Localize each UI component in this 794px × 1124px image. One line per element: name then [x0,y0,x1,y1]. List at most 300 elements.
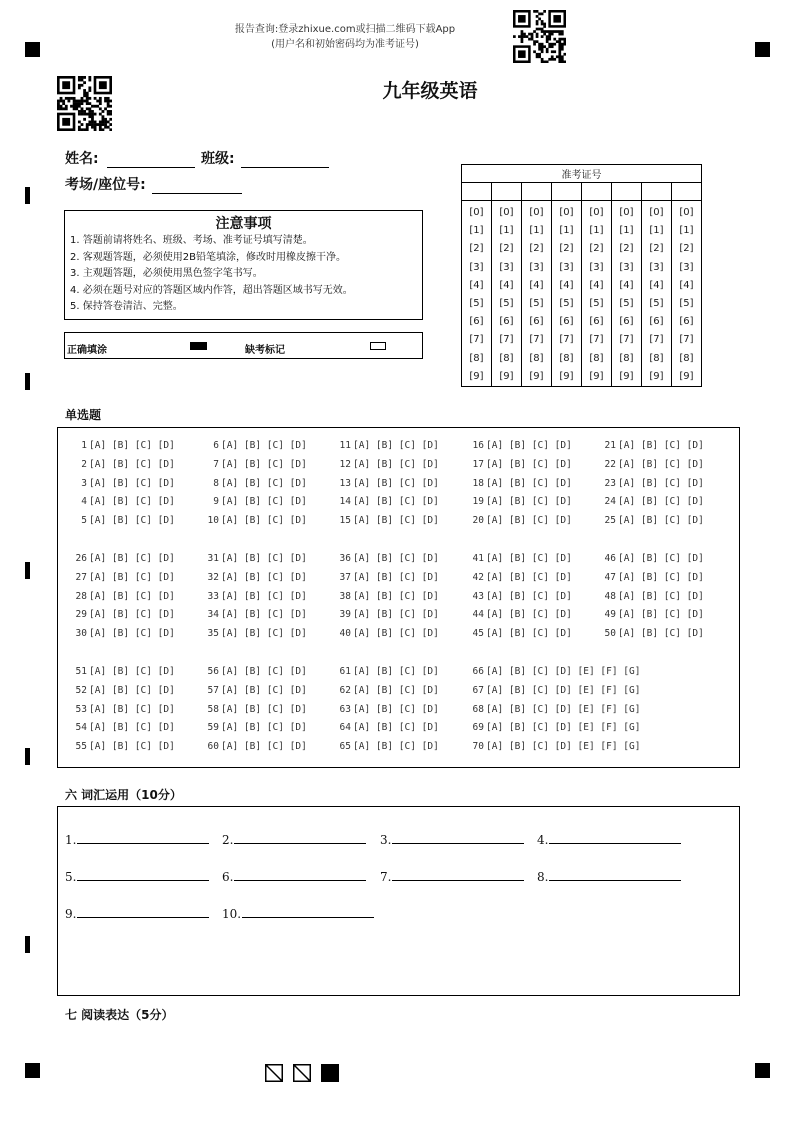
class-line[interactable] [241,153,329,168]
answer-bubbles[interactable]: [A] [B] [C] [D] [89,458,175,470]
name-line[interactable] [107,153,195,168]
admission-bubble[interactable]: [8] [499,352,514,364]
question-number: 9 [213,496,219,508]
admission-bubble[interactable]: [7] [469,334,484,346]
admission-digit-cell[interactable] [612,183,642,201]
admission-bubble[interactable]: [3] [679,261,694,273]
mcq-question [469,628,572,639]
admission-bubble[interactable]: [6] [649,316,664,328]
question-number: 42 [472,571,484,583]
admission-bubble[interactable]: [1] [619,225,634,237]
mcq-question [601,459,704,470]
answer-bubbles[interactable]: [A] [B] [C] [D] [486,458,572,470]
question-number: 67 [472,684,484,696]
mcq-question [336,628,439,639]
answer-bubbles[interactable]: [A] [B] [C] [D] [89,590,175,602]
answer-bubbles[interactable]: [A] [B] [C] [D] [353,609,439,621]
admission-bubble[interactable]: [1] [529,225,544,237]
answer-bubbles[interactable]: [A] [B] [C] [D] [353,590,439,602]
mcq-question [72,685,175,696]
mcq-question [336,685,439,696]
mcq-question [204,459,307,470]
class-field[interactable] [201,148,329,168]
admission-digit-cell[interactable] [462,183,492,201]
admission-digit-cell[interactable] [492,183,522,201]
notice-item: 5. 保持答卷清洁、完整。 [70,301,183,312]
answer-bubbles[interactable]: [A] [B] [C] [D] [486,496,572,508]
answer-bubbles[interactable]: [A] [B] [C] [D] [353,684,439,696]
answer-bubbles[interactable]: [A] [B] [C] [D] [89,666,175,677]
mcq-question [469,609,572,620]
qr-code-left [57,76,112,131]
admission-bubble[interactable]: [5] [679,298,694,310]
answer-bubbles[interactable]: [A] [B] [C] [D] [221,666,307,677]
mcq-question [601,515,704,526]
admission-bubble[interactable]: [8] [559,352,574,364]
answer-line[interactable] [549,868,681,881]
admission-bubble[interactable]: [1] [589,225,604,237]
timing-mark [25,936,30,953]
mcq-question [336,666,439,677]
mcq-question [469,685,640,696]
vocab-blank[interactable] [65,905,209,921]
mcq-question [72,722,175,733]
admission-bubble[interactable]: [6] [679,316,694,328]
mcq-question [601,478,704,489]
answer-bubbles[interactable]: [A] [B] [C] [D] [618,440,704,451]
question-number: 22 [604,458,616,470]
admission-bubble[interactable]: [3] [559,261,574,273]
question-number: 47 [604,571,616,583]
question-number: 35 [207,628,219,640]
answer-bubbles[interactable]: [A] [B] [C] [D] [221,741,307,753]
admission-digit-cell[interactable] [582,183,612,201]
question-number: 20 [472,515,484,527]
admission-bubble[interactable]: [0] [529,207,544,218]
admission-bubble[interactable]: [3] [649,261,664,273]
admission-bubble[interactable]: [3] [589,261,604,273]
vocab-blank[interactable] [537,868,681,884]
answer-bubbles[interactable]: [A] [B] [C] [D] [353,703,439,715]
blank-number: 10. [222,907,242,921]
admission-bubble[interactable]: [7] [619,334,634,346]
admission-bubble[interactable]: [6] [529,316,544,328]
mcq-question [469,553,572,564]
question-number: 39 [339,609,351,621]
answer-bubbles[interactable]: [A] [B] [C] [D] [486,609,572,621]
answer-bubbles[interactable]: [A] [B] [C] [D] [E] [F] [G] [486,722,641,734]
answer-bubbles[interactable]: [A] [B] [C] [D] [89,684,175,696]
admission-number-grid [461,164,702,387]
mcq-question [601,496,704,507]
answer-bubbles[interactable]: [A] [B] [C] [D] [221,458,307,470]
mcq-question [336,741,439,752]
admission-bubble[interactable]: [2] [649,243,664,255]
question-number: 27 [75,571,87,583]
mcq-question [336,459,439,470]
qr-code-top [513,10,566,63]
answer-bubbles[interactable]: [A] [B] [C] [D] [221,722,307,734]
timing-mark [25,373,30,390]
mcq-question [601,572,704,583]
admission-bubble[interactable]: [5] [559,298,574,310]
answer-bubbles[interactable]: [A] [B] [C] [D] [618,553,704,564]
question-number: 55 [75,741,87,753]
answer-bubbles[interactable]: [A] [B] [C] [D] [221,440,307,451]
answer-bubbles[interactable]: [A] [B] [C] [D] [E] [F] [G] [486,684,641,696]
admission-bubble[interactable]: [7] [679,334,694,346]
admission-bubble[interactable]: [2] [529,243,544,255]
answer-bubbles[interactable]: [A] [B] [C] [D] [618,458,704,470]
admission-digit-cell[interactable] [522,183,552,201]
vocab-blank[interactable] [65,868,209,884]
admission-bubble[interactable]: [1] [649,225,664,237]
vocab-blank[interactable] [380,868,524,884]
absent-mark-label: 缺考标记 [245,345,285,356]
answer-bubbles[interactable]: [A] [B] [C] [D] [486,590,572,602]
correct-fill-sample [190,342,207,350]
answer-line[interactable] [242,905,374,918]
question-number: 57 [207,684,219,696]
mcq-question [72,515,175,526]
answer-bubbles[interactable]: [A] [B] [C] [D] [89,553,175,564]
answer-line[interactable] [77,831,209,844]
blank-number: 3. [380,833,392,847]
corner-mark-bottom-left [25,1063,40,1078]
answer-bubbles[interactable]: [A] [B] [C] [D] [486,553,572,564]
question-number: 30 [75,628,87,640]
answer-bubbles[interactable]: [A] [B] [C] [D] [89,609,175,621]
vocab-blank[interactable] [65,831,209,847]
corner-mark-top-right [755,42,770,57]
answer-bubbles[interactable]: [A] [B] [C] [D] [221,628,307,640]
answer-bubbles[interactable]: [A] [B] [C] [D] [353,722,439,734]
question-number: 70 [472,741,484,753]
mcq-question [336,572,439,583]
admission-bubble[interactable]: [3] [499,261,514,273]
admission-bubble[interactable]: [9] [529,370,544,382]
answer-bubbles[interactable]: [A] [B] [C] [D] [221,571,307,583]
question-number: 12 [339,458,351,470]
admission-digit-column [642,201,672,387]
vocab-blank[interactable] [222,868,366,884]
admission-digit-column [672,201,702,387]
mcq-question [469,741,640,752]
answer-bubbles[interactable]: [A] [B] [C] [D] [486,477,572,489]
admission-bubble[interactable]: [1] [499,225,514,237]
admission-title: 准考证号 [462,165,702,183]
answer-bubbles[interactable]: [A] [B] [C] [D] [353,553,439,564]
answer-bubbles[interactable]: [A] [B] [C] [D] [221,703,307,715]
timing-mark [25,562,30,579]
blank-number: 8. [537,870,549,884]
admission-bubble[interactable]: [8] [649,352,664,364]
answer-bubbles[interactable]: [A] [B] [C] [D] [618,571,704,583]
answer-bubbles[interactable]: [A] [B] [C] [D] [E] [F] [G] [486,666,641,677]
admission-bubble[interactable]: [9] [559,370,574,382]
admission-bubble[interactable]: [9] [499,370,514,382]
mcq-question [72,591,175,602]
answer-bubbles[interactable]: [A] [B] [C] [D] [618,628,704,640]
mcq-question [336,553,439,564]
question-number: 60 [207,741,219,753]
room-seat-field[interactable] [65,174,242,194]
admission-bubble[interactable]: [0] [469,207,484,218]
timing-mark [25,187,30,204]
admission-digit-column [612,201,642,387]
vocab-blank[interactable] [537,831,681,847]
admission-bubble[interactable]: [4] [529,279,544,291]
mcq-question [469,704,640,715]
mcq-question [336,609,439,620]
admission-bubble[interactable]: [3] [619,261,634,273]
answer-bubbles[interactable]: [A] [B] [C] [D] [353,477,439,489]
name-field[interactable] [65,148,195,168]
mcq-question [72,704,175,715]
admission-digit-column [492,201,522,387]
mcq-question [469,496,572,507]
admission-bubble[interactable]: [2] [499,243,514,255]
answer-bubbles[interactable]: [A] [B] [C] [D] [E] [F] [G] [486,741,641,753]
question-number: 21 [604,440,616,451]
mcq-question [204,628,307,639]
admission-bubble[interactable]: [6] [619,316,634,328]
vocab-blank[interactable] [380,831,524,847]
question-number: 41 [472,553,484,564]
admission-bubble[interactable]: [7] [529,334,544,346]
admission-bubble[interactable]: [4] [649,279,664,291]
admission-bubble[interactable]: [8] [589,352,604,364]
answer-line[interactable] [549,831,681,844]
admission-bubble[interactable]: [9] [679,370,694,382]
question-number: 19 [472,496,484,508]
answer-bubbles[interactable]: [A] [B] [C] [D] [89,440,175,451]
answer-bubbles[interactable]: [A] [B] [C] [D] [353,628,439,640]
admission-bubble[interactable]: [1] [559,225,574,237]
question-number: 11 [339,440,351,451]
admission-bubble[interactable]: [9] [619,370,634,382]
question-number: 28 [75,590,87,602]
mcq-question [601,553,704,564]
admission-bubble[interactable]: [2] [589,243,604,255]
answer-bubbles[interactable]: [A] [B] [C] [D] [89,496,175,508]
admission-bubble[interactable]: [4] [619,279,634,291]
admission-bubble[interactable]: [0] [679,207,694,218]
question-number: 14 [339,496,351,508]
admission-bubble[interactable]: [4] [559,279,574,291]
answer-line[interactable] [77,868,209,881]
absent-mark-box[interactable] [370,342,386,350]
mcq-question [469,478,572,489]
answer-line[interactable] [234,831,366,844]
vocab-blank[interactable] [222,905,374,921]
mcq-question [601,609,704,620]
question-number: 1 [81,440,87,451]
mcq-question [336,591,439,602]
answer-bubbles[interactable]: [A] [B] [C] [D] [221,609,307,621]
answer-line[interactable] [392,868,524,881]
mcq-question [72,609,175,620]
mcq-question [204,704,307,715]
admission-bubble[interactable]: [7] [589,334,604,346]
answer-bubbles[interactable]: [A] [B] [C] [D] [618,609,704,621]
answer-bubbles[interactable]: [A] [B] [C] [D] [486,440,572,451]
answer-bubbles[interactable]: [A] [B] [C] [D] [89,703,175,715]
mcq-question [336,704,439,715]
answer-bubbles[interactable]: [A] [B] [C] [D] [486,515,572,527]
admission-bubble[interactable]: [7] [559,334,574,346]
answer-bubbles[interactable]: [A] [B] [C] [D] [618,590,704,602]
mcq-section-title: 单选题 [65,408,102,422]
answer-bubbles[interactable]: [A] [B] [C] [D] [618,496,704,508]
question-number: 32 [207,571,219,583]
admission-digit-column [552,201,582,387]
admission-bubble[interactable]: [8] [469,352,484,364]
answer-bubbles[interactable]: [A] [B] [C] [D] [221,553,307,564]
mcq-question [601,591,704,602]
question-number: 63 [339,703,351,715]
question-number: 23 [604,477,616,489]
question-number: 66 [472,666,484,677]
page-code-square [293,1064,311,1082]
admission-bubble[interactable]: [5] [499,298,514,310]
question-number: 31 [207,553,219,564]
admission-bubble[interactable]: [2] [469,243,484,255]
question-number: 13 [339,477,351,489]
admission-bubble[interactable]: [5] [469,298,484,310]
answer-bubbles[interactable]: [A] [B] [C] [D] [353,571,439,583]
admission-bubble[interactable]: [6] [499,316,514,328]
notice-box [64,210,423,320]
answer-bubbles[interactable]: [A] [B] [C] [D] [618,515,704,527]
question-number: 54 [75,722,87,734]
answer-bubbles[interactable]: [A] [B] [C] [D] [221,477,307,489]
mcq-question [469,459,572,470]
admission-bubble[interactable]: [3] [469,261,484,273]
admission-bubble[interactable]: [2] [679,243,694,255]
name-label: 姓名: [65,151,99,167]
answer-bubbles[interactable]: [A] [B] [C] [D] [353,666,439,677]
admission-bubble[interactable]: [4] [679,279,694,291]
mcq-question [72,572,175,583]
admission-bubble[interactable]: [2] [559,243,574,255]
admission-bubble[interactable]: [0] [499,207,514,218]
answer-bubbles[interactable]: [A] [B] [C] [D] [89,628,175,640]
answer-bubbles[interactable]: [A] [B] [C] [D] [E] [F] [G] [486,703,641,715]
answer-bubbles[interactable]: [A] [B] [C] [D] [486,628,572,640]
question-number: 45 [472,628,484,640]
question-number: 48 [604,590,616,602]
report-query-text: 报告查询:登录zhixue.com或扫描二维码下载App [234,24,456,35]
answer-bubbles[interactable]: [A] [B] [C] [D] [89,741,175,753]
admission-bubble[interactable]: [5] [589,298,604,310]
admission-digit-cell[interactable] [642,183,672,201]
mcq-question [72,628,175,639]
answer-bubbles[interactable]: [A] [B] [C] [D] [89,515,175,527]
admission-bubble[interactable]: [9] [649,370,664,382]
admission-bubble[interactable]: [3] [529,261,544,273]
mcq-question [204,572,307,583]
room-seat-line[interactable] [152,179,242,194]
question-number: 34 [207,609,219,621]
answer-bubbles[interactable]: [A] [B] [C] [D] [221,684,307,696]
admission-bubble[interactable]: [0] [619,207,634,218]
admission-bubble[interactable]: [8] [679,352,694,364]
admission-bubble[interactable]: [6] [469,316,484,328]
admission-digit-column [462,201,492,387]
answer-bubbles[interactable]: [A] [B] [C] [D] [89,722,175,734]
question-number: 29 [75,609,87,621]
mcq-question [204,609,307,620]
answer-bubbles[interactable]: [A] [B] [C] [D] [486,571,572,583]
admission-bubble[interactable]: [0] [559,207,574,218]
answer-bubbles[interactable]: [A] [B] [C] [D] [221,496,307,508]
answer-bubbles[interactable]: [A] [B] [C] [D] [353,515,439,527]
admission-bubble[interactable]: [6] [589,316,604,328]
admission-digit-cell[interactable] [552,183,582,201]
mcq-question [204,741,307,752]
admission-bubble[interactable]: [7] [499,334,514,346]
mcq-question [72,496,175,507]
answer-bubbles[interactable]: [A] [B] [C] [D] [89,477,175,489]
admission-bubble[interactable]: [4] [469,279,484,291]
mcq-question [72,666,175,677]
admission-bubble[interactable]: [8] [529,352,544,364]
answer-line[interactable] [234,868,366,881]
answer-bubbles[interactable]: [A] [B] [C] [D] [353,496,439,508]
mcq-question [204,515,307,526]
admission-bubble[interactable]: [4] [589,279,604,291]
answer-line[interactable] [77,905,209,918]
mcq-question [72,741,175,752]
answer-bubbles[interactable]: [A] [B] [C] [D] [221,515,307,527]
mcq-question [469,591,572,602]
answer-line[interactable] [392,831,524,844]
admission-bubble[interactable]: [5] [619,298,634,310]
admission-bubble[interactable]: [6] [559,316,574,328]
page-code-square-filled [321,1064,339,1082]
admission-bubble[interactable]: [0] [649,207,664,218]
answer-bubbles[interactable]: [A] [B] [C] [D] [353,741,439,753]
admission-bubble[interactable]: [2] [619,243,634,255]
admission-digit-cell[interactable] [672,183,702,201]
admission-bubble[interactable]: [1] [469,225,484,237]
question-number: 7 [213,458,219,470]
admission-bubble[interactable]: [0] [589,207,604,218]
mcq-question [204,478,307,489]
question-number: 53 [75,703,87,715]
admission-bubble[interactable]: [5] [649,298,664,310]
admission-bubble[interactable]: [9] [469,370,484,382]
admission-bubble[interactable]: [8] [619,352,634,364]
admission-bubble[interactable]: [5] [529,298,544,310]
vocab-blank[interactable] [222,831,366,847]
answer-bubbles[interactable]: [A] [B] [C] [D] [221,590,307,602]
admission-bubble[interactable]: [7] [649,334,664,346]
mcq-question [469,666,640,677]
answer-bubbles[interactable]: [A] [B] [C] [D] [618,477,704,489]
notice-item: 2. 客观题答题，必须使用2B铅笔填涂，修改时用橡皮擦干净。 [70,251,346,263]
admission-bubble[interactable]: [9] [589,370,604,382]
admission-bubble[interactable]: [4] [499,279,514,291]
question-number: 4 [81,496,87,508]
mcq-question [204,685,307,696]
answer-bubbles[interactable]: [A] [B] [C] [D] [353,458,439,470]
question-number: 10 [207,515,219,527]
answer-bubbles[interactable]: [A] [B] [C] [D] [89,571,175,583]
answer-bubbles[interactable]: [A] [B] [C] [D] [353,440,439,451]
admission-bubble[interactable]: [1] [679,225,694,237]
